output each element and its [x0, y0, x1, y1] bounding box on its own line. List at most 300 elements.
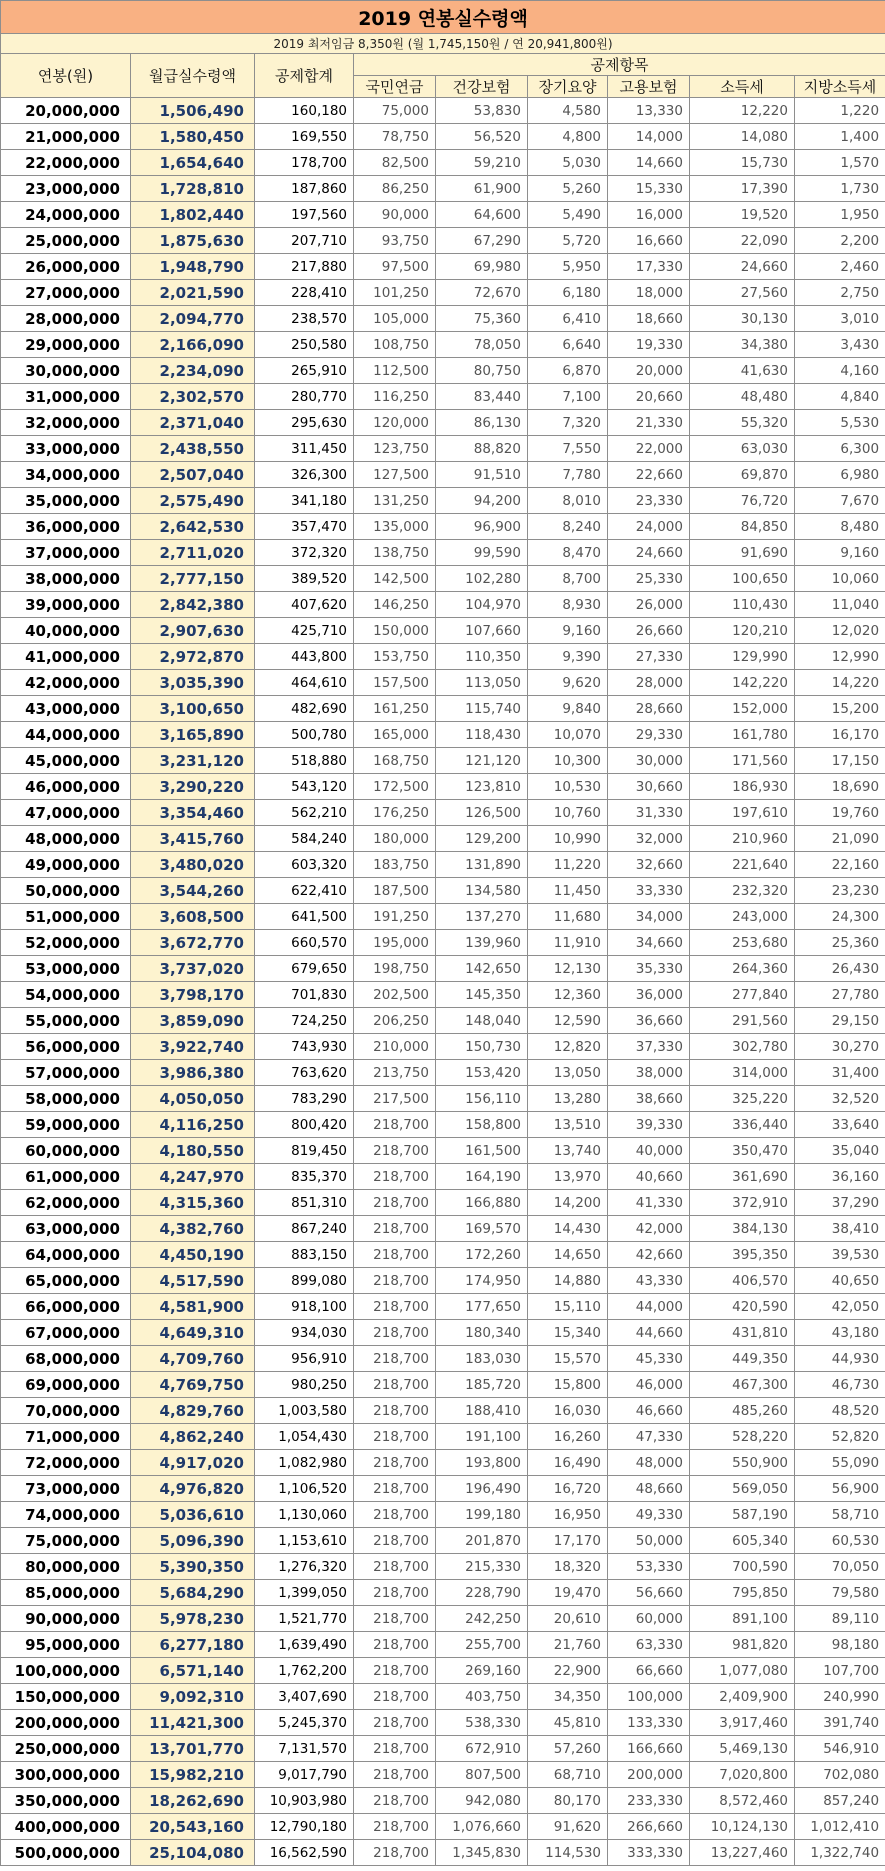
income-tax-cell: 485,260 — [690, 1398, 795, 1424]
long-term-care-cell: 4,580 — [528, 98, 608, 124]
employment-insurance-cell: 36,660 — [608, 1008, 690, 1034]
deduction-total-cell: 7,131,570 — [255, 1736, 354, 1762]
deduction-total-cell: 899,080 — [255, 1268, 354, 1294]
monthly-net-cell: 4,581,900 — [131, 1294, 255, 1320]
local-income-tax-cell: 98,180 — [795, 1632, 885, 1658]
table-row — [1, 1138, 885, 1164]
employment-insurance-cell: 22,660 — [608, 462, 690, 488]
monthly-net-cell: 3,672,770 — [131, 930, 255, 956]
employment-insurance-cell: 43,330 — [608, 1268, 690, 1294]
health-insurance-cell: 121,120 — [436, 748, 528, 774]
health-insurance-cell: 78,050 — [436, 332, 528, 358]
local-income-tax-cell: 4,160 — [795, 358, 885, 384]
health-insurance-cell: 99,590 — [436, 540, 528, 566]
income-tax-cell: 431,810 — [690, 1320, 795, 1346]
table-row — [1, 1632, 885, 1658]
long-term-care-cell: 22,900 — [528, 1658, 608, 1684]
health-insurance-cell: 137,270 — [436, 904, 528, 930]
health-insurance-cell: 1,345,830 — [436, 1840, 528, 1866]
annual-salary-cell: 46,000,000 — [1, 774, 131, 800]
annual-salary-cell: 48,000,000 — [1, 826, 131, 852]
income-tax-cell: 350,470 — [690, 1138, 795, 1164]
income-tax-cell: 395,350 — [690, 1242, 795, 1268]
deduction-total-cell: 295,630 — [255, 410, 354, 436]
header-employment-insurance: 고용보험 — [608, 76, 690, 98]
table-row — [1, 1606, 885, 1632]
monthly-net-cell: 2,575,490 — [131, 488, 255, 514]
long-term-care-cell: 91,620 — [528, 1814, 608, 1840]
local-income-tax-cell: 15,200 — [795, 696, 885, 722]
income-tax-cell: 7,020,800 — [690, 1762, 795, 1788]
monthly-net-cell: 25,104,080 — [131, 1840, 255, 1866]
employment-insurance-cell: 44,660 — [608, 1320, 690, 1346]
deduction-total-cell: 518,880 — [255, 748, 354, 774]
monthly-net-cell: 3,035,390 — [131, 670, 255, 696]
long-term-care-cell: 10,990 — [528, 826, 608, 852]
table-row — [1, 150, 885, 176]
annual-salary-cell: 58,000,000 — [1, 1086, 131, 1112]
health-insurance-cell: 942,080 — [436, 1788, 528, 1814]
table-row — [1, 1684, 885, 1710]
table-row — [1, 1008, 885, 1034]
health-insurance-cell: 150,730 — [436, 1034, 528, 1060]
local-income-tax-cell: 1,322,740 — [795, 1840, 885, 1866]
health-insurance-cell: 134,580 — [436, 878, 528, 904]
deduction-total-cell: 641,500 — [255, 904, 354, 930]
income-tax-cell: 700,590 — [690, 1554, 795, 1580]
table-row — [1, 98, 885, 124]
income-tax-cell: 891,100 — [690, 1606, 795, 1632]
annual-salary-cell: 34,000,000 — [1, 462, 131, 488]
long-term-care-cell: 18,320 — [528, 1554, 608, 1580]
annual-salary-cell: 300,000,000 — [1, 1762, 131, 1788]
employment-insurance-cell: 14,000 — [608, 124, 690, 150]
national-pension-cell: 218,700 — [354, 1710, 436, 1736]
employment-insurance-cell: 34,660 — [608, 930, 690, 956]
deduction-total-cell: 280,770 — [255, 384, 354, 410]
table-row — [1, 1840, 885, 1866]
monthly-net-cell: 4,247,970 — [131, 1164, 255, 1190]
income-tax-cell: 467,300 — [690, 1372, 795, 1398]
monthly-net-cell: 3,354,460 — [131, 800, 255, 826]
annual-salary-cell: 53,000,000 — [1, 956, 131, 982]
salary-table-body — [1, 98, 885, 1866]
deduction-total-cell: 1,054,430 — [255, 1424, 354, 1450]
monthly-net-cell: 2,371,040 — [131, 410, 255, 436]
annual-salary-cell: 40,000,000 — [1, 618, 131, 644]
income-tax-cell: 19,520 — [690, 202, 795, 228]
monthly-net-cell: 2,234,090 — [131, 358, 255, 384]
annual-salary-cell: 100,000,000 — [1, 1658, 131, 1684]
annual-salary-cell: 67,000,000 — [1, 1320, 131, 1346]
long-term-care-cell: 16,260 — [528, 1424, 608, 1450]
national-pension-cell: 138,750 — [354, 540, 436, 566]
national-pension-cell: 202,500 — [354, 982, 436, 1008]
monthly-net-cell: 2,438,550 — [131, 436, 255, 462]
local-income-tax-cell: 5,530 — [795, 410, 885, 436]
national-pension-cell: 206,250 — [354, 1008, 436, 1034]
monthly-net-cell: 3,922,740 — [131, 1034, 255, 1060]
monthly-net-cell: 4,709,760 — [131, 1346, 255, 1372]
employment-insurance-cell: 22,000 — [608, 436, 690, 462]
health-insurance-cell: 61,900 — [436, 176, 528, 202]
annual-salary-cell: 51,000,000 — [1, 904, 131, 930]
long-term-care-cell: 5,260 — [528, 176, 608, 202]
income-tax-cell: 24,660 — [690, 254, 795, 280]
monthly-net-cell: 2,021,590 — [131, 280, 255, 306]
employment-insurance-cell: 18,000 — [608, 280, 690, 306]
employment-insurance-cell: 28,660 — [608, 696, 690, 722]
local-income-tax-cell: 391,740 — [795, 1710, 885, 1736]
annual-salary-cell: 95,000,000 — [1, 1632, 131, 1658]
table-row — [1, 228, 885, 254]
health-insurance-cell: 196,490 — [436, 1476, 528, 1502]
long-term-care-cell: 7,100 — [528, 384, 608, 410]
table-row — [1, 748, 885, 774]
annual-salary-cell: 500,000,000 — [1, 1840, 131, 1866]
national-pension-cell: 146,250 — [354, 592, 436, 618]
deduction-total-cell: 701,830 — [255, 982, 354, 1008]
monthly-net-cell: 20,543,160 — [131, 1814, 255, 1840]
annual-salary-cell: 35,000,000 — [1, 488, 131, 514]
table-row — [1, 280, 885, 306]
table-row — [1, 982, 885, 1008]
annual-salary-cell: 200,000,000 — [1, 1710, 131, 1736]
deduction-total-cell: 443,800 — [255, 644, 354, 670]
monthly-net-cell: 3,415,760 — [131, 826, 255, 852]
long-term-care-cell: 13,740 — [528, 1138, 608, 1164]
deduction-total-cell: 372,320 — [255, 540, 354, 566]
monthly-net-cell: 3,290,220 — [131, 774, 255, 800]
deduction-total-cell: 160,180 — [255, 98, 354, 124]
long-term-care-cell: 14,880 — [528, 1268, 608, 1294]
local-income-tax-cell: 31,400 — [795, 1060, 885, 1086]
table-row — [1, 774, 885, 800]
local-income-tax-cell: 12,990 — [795, 644, 885, 670]
deduction-total-cell: 217,880 — [255, 254, 354, 280]
monthly-net-cell: 3,231,120 — [131, 748, 255, 774]
table-row — [1, 410, 885, 436]
national-pension-cell: 210,000 — [354, 1034, 436, 1060]
employment-insurance-cell: 47,330 — [608, 1424, 690, 1450]
health-insurance-cell: 75,360 — [436, 306, 528, 332]
local-income-tax-cell: 7,670 — [795, 488, 885, 514]
deduction-total-cell: 482,690 — [255, 696, 354, 722]
income-tax-cell: 30,130 — [690, 306, 795, 332]
health-insurance-cell: 80,750 — [436, 358, 528, 384]
income-tax-cell: 232,320 — [690, 878, 795, 904]
income-tax-cell: 76,720 — [690, 488, 795, 514]
table-row — [1, 852, 885, 878]
long-term-care-cell: 10,300 — [528, 748, 608, 774]
employment-insurance-cell: 39,330 — [608, 1112, 690, 1138]
deduction-total-cell: 326,300 — [255, 462, 354, 488]
national-pension-cell: 105,000 — [354, 306, 436, 332]
income-tax-cell: 120,210 — [690, 618, 795, 644]
long-term-care-cell: 7,320 — [528, 410, 608, 436]
national-pension-cell: 120,000 — [354, 410, 436, 436]
local-income-tax-cell: 39,530 — [795, 1242, 885, 1268]
income-tax-cell: 110,430 — [690, 592, 795, 618]
annual-salary-cell: 38,000,000 — [1, 566, 131, 592]
national-pension-cell: 187,500 — [354, 878, 436, 904]
national-pension-cell: 218,700 — [354, 1684, 436, 1710]
long-term-care-cell: 6,410 — [528, 306, 608, 332]
national-pension-cell: 176,250 — [354, 800, 436, 826]
deduction-total-cell: 918,100 — [255, 1294, 354, 1320]
annual-salary-cell: 33,000,000 — [1, 436, 131, 462]
monthly-net-cell: 2,711,020 — [131, 540, 255, 566]
monthly-net-cell: 1,875,630 — [131, 228, 255, 254]
health-insurance-cell: 104,970 — [436, 592, 528, 618]
health-insurance-cell: 86,130 — [436, 410, 528, 436]
health-insurance-cell: 56,520 — [436, 124, 528, 150]
employment-insurance-cell: 16,000 — [608, 202, 690, 228]
deduction-total-cell: 197,560 — [255, 202, 354, 228]
monthly-net-cell: 3,100,650 — [131, 696, 255, 722]
monthly-net-cell: 4,917,020 — [131, 1450, 255, 1476]
table-row — [1, 1528, 885, 1554]
deduction-total-cell: 562,210 — [255, 800, 354, 826]
income-tax-cell: 361,690 — [690, 1164, 795, 1190]
monthly-net-cell: 3,608,500 — [131, 904, 255, 930]
monthly-net-cell: 5,978,230 — [131, 1606, 255, 1632]
deduction-total-cell: 1,153,610 — [255, 1528, 354, 1554]
national-pension-cell: 191,250 — [354, 904, 436, 930]
national-pension-cell: 112,500 — [354, 358, 436, 384]
table-row — [1, 1450, 885, 1476]
annual-salary-cell: 36,000,000 — [1, 514, 131, 540]
annual-salary-cell: 69,000,000 — [1, 1372, 131, 1398]
table-row — [1, 1060, 885, 1086]
employment-insurance-cell: 24,000 — [608, 514, 690, 540]
income-tax-cell: 91,690 — [690, 540, 795, 566]
deduction-total-cell: 187,860 — [255, 176, 354, 202]
deduction-total-cell: 763,620 — [255, 1060, 354, 1086]
national-pension-cell: 168,750 — [354, 748, 436, 774]
deduction-total-cell: 1,130,060 — [255, 1502, 354, 1528]
annual-salary-cell: 39,000,000 — [1, 592, 131, 618]
national-pension-cell: 213,750 — [354, 1060, 436, 1086]
income-tax-cell: 14,080 — [690, 124, 795, 150]
national-pension-cell: 218,700 — [354, 1268, 436, 1294]
local-income-tax-cell: 60,530 — [795, 1528, 885, 1554]
local-income-tax-cell: 43,180 — [795, 1320, 885, 1346]
employment-insurance-cell: 26,000 — [608, 592, 690, 618]
national-pension-cell: 108,750 — [354, 332, 436, 358]
minimum-wage-note: 2019 최저임금 8,350원 (월 1,745,150원 / 연 20,941,800원) — [1, 34, 885, 54]
monthly-net-cell: 1,506,490 — [131, 98, 255, 124]
health-insurance-cell: 403,750 — [436, 1684, 528, 1710]
local-income-tax-cell: 17,150 — [795, 748, 885, 774]
employment-insurance-cell: 41,330 — [608, 1190, 690, 1216]
national-pension-cell: 82,500 — [354, 150, 436, 176]
employment-insurance-cell: 25,330 — [608, 566, 690, 592]
monthly-net-cell: 1,654,640 — [131, 150, 255, 176]
local-income-tax-cell: 2,460 — [795, 254, 885, 280]
header-health-insurance: 건강보험 — [436, 76, 528, 98]
long-term-care-cell: 21,760 — [528, 1632, 608, 1658]
local-income-tax-cell: 32,520 — [795, 1086, 885, 1112]
monthly-net-cell: 6,571,140 — [131, 1658, 255, 1684]
monthly-net-cell: 4,649,310 — [131, 1320, 255, 1346]
long-term-care-cell: 6,180 — [528, 280, 608, 306]
table-row — [1, 1320, 885, 1346]
annual-salary-cell: 32,000,000 — [1, 410, 131, 436]
national-pension-cell: 218,700 — [354, 1840, 436, 1866]
health-insurance-cell: 131,890 — [436, 852, 528, 878]
long-term-care-cell: 17,170 — [528, 1528, 608, 1554]
annual-salary-cell: 60,000,000 — [1, 1138, 131, 1164]
monthly-net-cell: 2,777,150 — [131, 566, 255, 592]
local-income-tax-cell: 6,980 — [795, 462, 885, 488]
national-pension-cell: 218,700 — [354, 1372, 436, 1398]
long-term-care-cell: 68,710 — [528, 1762, 608, 1788]
annual-salary-cell: 72,000,000 — [1, 1450, 131, 1476]
income-tax-cell: 48,480 — [690, 384, 795, 410]
deduction-total-cell: 311,450 — [255, 436, 354, 462]
table-row — [1, 592, 885, 618]
income-tax-cell: 449,350 — [690, 1346, 795, 1372]
local-income-tax-cell: 857,240 — [795, 1788, 885, 1814]
deduction-total-cell: 743,930 — [255, 1034, 354, 1060]
income-tax-cell: 8,572,460 — [690, 1788, 795, 1814]
annual-salary-cell: 57,000,000 — [1, 1060, 131, 1086]
table-row — [1, 1086, 885, 1112]
national-pension-cell: 218,700 — [354, 1476, 436, 1502]
deduction-total-cell: 660,570 — [255, 930, 354, 956]
local-income-tax-cell: 1,400 — [795, 124, 885, 150]
monthly-net-cell: 3,798,170 — [131, 982, 255, 1008]
monthly-net-cell: 4,315,360 — [131, 1190, 255, 1216]
employment-insurance-cell: 42,660 — [608, 1242, 690, 1268]
employment-insurance-cell: 48,660 — [608, 1476, 690, 1502]
employment-insurance-cell: 32,000 — [608, 826, 690, 852]
table-row — [1, 1736, 885, 1762]
national-pension-cell: 101,250 — [354, 280, 436, 306]
health-insurance-cell: 807,500 — [436, 1762, 528, 1788]
employment-insurance-cell: 30,660 — [608, 774, 690, 800]
employment-insurance-cell: 21,330 — [608, 410, 690, 436]
deduction-total-cell: 228,410 — [255, 280, 354, 306]
long-term-care-cell: 5,720 — [528, 228, 608, 254]
employment-insurance-cell: 166,660 — [608, 1736, 690, 1762]
table-row — [1, 722, 885, 748]
employment-insurance-cell: 28,000 — [608, 670, 690, 696]
annual-salary-cell: 68,000,000 — [1, 1346, 131, 1372]
annual-salary-cell: 70,000,000 — [1, 1398, 131, 1424]
deduction-total-cell: 1,003,580 — [255, 1398, 354, 1424]
long-term-care-cell: 15,110 — [528, 1294, 608, 1320]
table-row — [1, 1372, 885, 1398]
deduction-total-cell: 603,320 — [255, 852, 354, 878]
employment-insurance-cell: 46,660 — [608, 1398, 690, 1424]
health-insurance-cell: 94,200 — [436, 488, 528, 514]
local-income-tax-cell: 33,640 — [795, 1112, 885, 1138]
monthly-net-cell: 4,180,550 — [131, 1138, 255, 1164]
health-insurance-cell: 199,180 — [436, 1502, 528, 1528]
income-tax-cell: 420,590 — [690, 1294, 795, 1320]
local-income-tax-cell: 79,580 — [795, 1580, 885, 1606]
monthly-net-cell: 1,728,810 — [131, 176, 255, 202]
annual-salary-cell: 400,000,000 — [1, 1814, 131, 1840]
health-insurance-cell: 188,410 — [436, 1398, 528, 1424]
deduction-total-cell: 1,276,320 — [255, 1554, 354, 1580]
long-term-care-cell: 5,950 — [528, 254, 608, 280]
long-term-care-cell: 10,530 — [528, 774, 608, 800]
long-term-care-cell: 8,240 — [528, 514, 608, 540]
annual-salary-cell: 28,000,000 — [1, 306, 131, 332]
annual-salary-cell: 62,000,000 — [1, 1190, 131, 1216]
annual-salary-cell: 80,000,000 — [1, 1554, 131, 1580]
local-income-tax-cell: 25,360 — [795, 930, 885, 956]
income-tax-cell: 253,680 — [690, 930, 795, 956]
local-income-tax-cell: 2,750 — [795, 280, 885, 306]
long-term-care-cell: 12,820 — [528, 1034, 608, 1060]
annual-salary-cell: 90,000,000 — [1, 1606, 131, 1632]
national-pension-cell: 142,500 — [354, 566, 436, 592]
monthly-net-cell: 13,701,770 — [131, 1736, 255, 1762]
national-pension-cell: 218,700 — [354, 1814, 436, 1840]
deduction-total-cell: 584,240 — [255, 826, 354, 852]
annual-salary-cell: 74,000,000 — [1, 1502, 131, 1528]
national-pension-cell: 218,700 — [354, 1112, 436, 1138]
national-pension-cell: 218,700 — [354, 1788, 436, 1814]
income-tax-cell: 569,050 — [690, 1476, 795, 1502]
employment-insurance-cell: 31,330 — [608, 800, 690, 826]
table-row — [1, 1294, 885, 1320]
income-tax-cell: 161,780 — [690, 722, 795, 748]
table-row — [1, 332, 885, 358]
table-row — [1, 904, 885, 930]
monthly-net-cell: 4,450,190 — [131, 1242, 255, 1268]
deduction-total-cell: 425,710 — [255, 618, 354, 644]
local-income-tax-cell: 52,820 — [795, 1424, 885, 1450]
monthly-net-cell: 1,580,450 — [131, 124, 255, 150]
health-insurance-cell: 96,900 — [436, 514, 528, 540]
health-insurance-cell: 115,740 — [436, 696, 528, 722]
income-tax-cell: 336,440 — [690, 1112, 795, 1138]
health-insurance-cell: 139,960 — [436, 930, 528, 956]
national-pension-cell: 217,500 — [354, 1086, 436, 1112]
deduction-total-cell: 800,420 — [255, 1112, 354, 1138]
employment-insurance-cell: 13,330 — [608, 98, 690, 124]
employment-insurance-cell: 48,000 — [608, 1450, 690, 1476]
national-pension-cell: 218,700 — [354, 1736, 436, 1762]
table-row — [1, 1762, 885, 1788]
annual-salary-cell: 61,000,000 — [1, 1164, 131, 1190]
table-row — [1, 1788, 885, 1814]
income-tax-cell: 13,227,460 — [690, 1840, 795, 1866]
national-pension-cell: 116,250 — [354, 384, 436, 410]
income-tax-cell: 325,220 — [690, 1086, 795, 1112]
header-annual-salary: 연봉(원) — [1, 54, 131, 98]
national-pension-cell: 218,700 — [354, 1606, 436, 1632]
income-tax-cell: 55,320 — [690, 410, 795, 436]
employment-insurance-cell: 63,330 — [608, 1632, 690, 1658]
header-monthly-net: 월급실수령액 — [131, 54, 255, 98]
annual-salary-cell: 42,000,000 — [1, 670, 131, 696]
health-insurance-cell: 156,110 — [436, 1086, 528, 1112]
income-tax-cell: 314,000 — [690, 1060, 795, 1086]
local-income-tax-cell: 240,990 — [795, 1684, 885, 1710]
deduction-total-cell: 389,520 — [255, 566, 354, 592]
income-tax-cell: 142,220 — [690, 670, 795, 696]
national-pension-cell: 218,700 — [354, 1398, 436, 1424]
monthly-net-cell: 3,544,260 — [131, 878, 255, 904]
local-income-tax-cell: 16,170 — [795, 722, 885, 748]
income-tax-cell: 210,960 — [690, 826, 795, 852]
